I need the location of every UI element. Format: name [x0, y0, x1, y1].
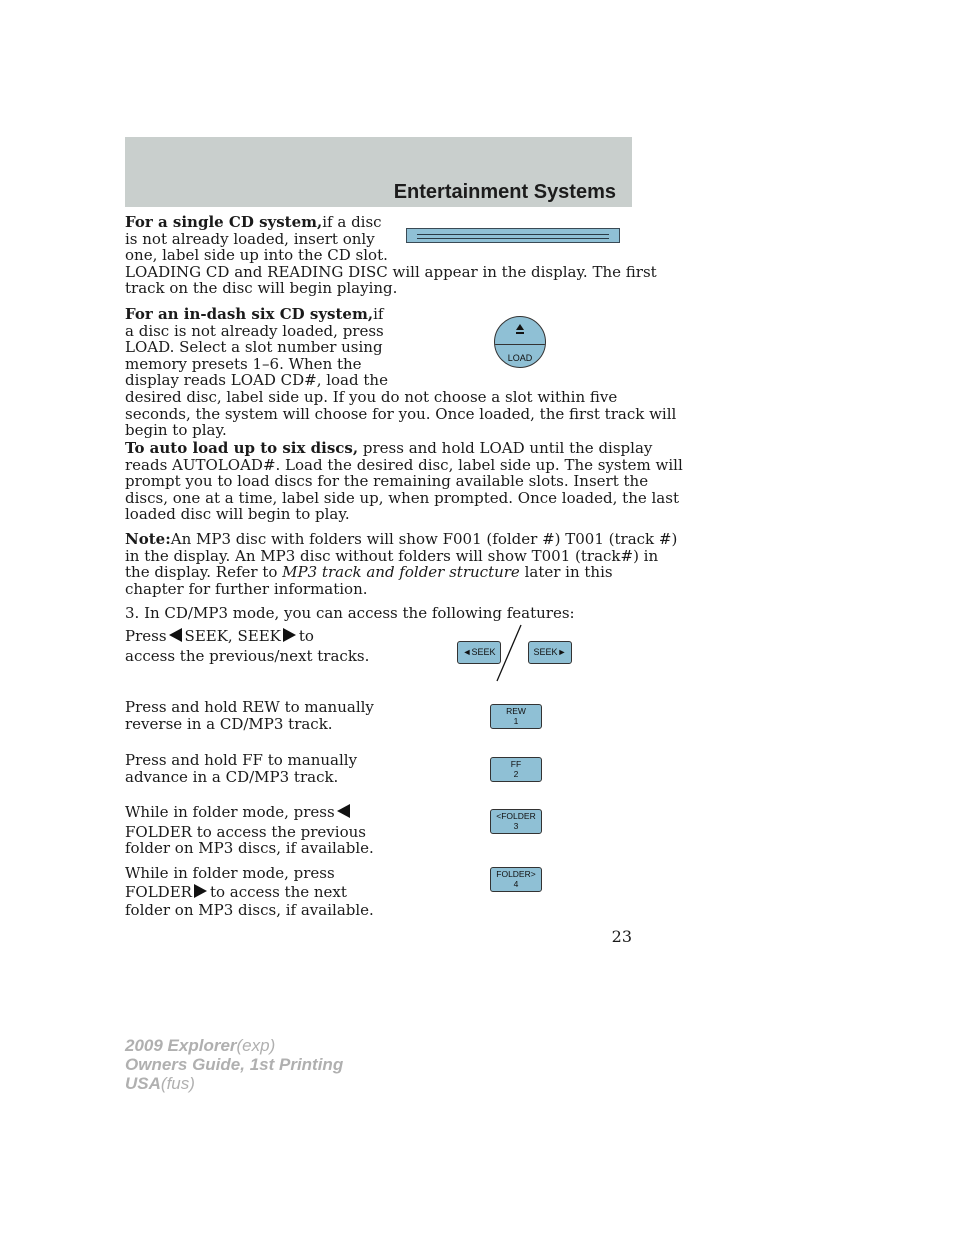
- ff-feature-text: Press and hold FF to manually advance in a CD/MP3 track.: [125, 751, 358, 786]
- section-title: Entertainment Systems: [393, 181, 616, 203]
- folder-next-feature-text: While in folder mode, press FOLDER to access the next folder on MP3 discs, if available.: [125, 864, 374, 920]
- note-label: Note:: [125, 530, 171, 548]
- six-cd-paragraph: For an in-dash six CD system,if a disc is not already loaded, press LOAD. Select a slot number using memory presets 1–6. When the display reads LOAD CD#, load the desired disc, label side up. If you do not choose a slot within five seconds, the system will choose for you. Once loaded, the first track will begin to play.: [125, 305, 677, 440]
- folder-prev-button-illustration: <FOLDER 3: [490, 809, 542, 834]
- seek-feature-text: Press SEEK, SEEK to access the previous/next tracks.: [125, 627, 370, 665]
- seek-back-arrow-icon: [169, 628, 182, 642]
- section-header: [125, 137, 632, 207]
- features-intro: 3. In CD/MP3 mode, you can access the following features:: [125, 604, 575, 622]
- ff-button-illustration: FF 2: [490, 757, 542, 782]
- load-label: LOAD: [507, 353, 533, 363]
- autoload-heading: To auto load up to six discs,: [125, 439, 359, 457]
- folder-next-arrow-icon: [194, 884, 207, 898]
- rew-button-illustration: REW 1: [490, 704, 542, 729]
- seek-forward-arrow-icon: [283, 628, 296, 642]
- page-number: 23: [611, 927, 632, 946]
- note-paragraph: Note:An MP3 disc with folders will show F001 (folder #) T001 (track #) in the display. An MP3 disc without folders will show T001 (track#) in the display. Refer to MP3 track and folder structure later in this chapter for further information.: [125, 530, 678, 598]
- autoload-paragraph: To auto load up to six discs, press and hold LOAD until the display reads AUTOLOAD#. Load the desired disc, label side up. The system will prompt you to load discs for the remaining available slots. Insert the discs, one at a time, label side up, when prompted. Once loaded, the last loaded disc will begin to play.: [125, 439, 683, 524]
- footer-line-3: USA(fus): [125, 1074, 195, 1093]
- six-cd-heading: For an in-dash six CD system,: [125, 305, 374, 323]
- seek-forward-button-illustration: SEEK►: [528, 641, 572, 664]
- rew-feature-text: Press and hold REW to manually reverse in a CD/MP3 track.: [125, 698, 374, 733]
- single-cd-heading: For a single CD system,: [125, 213, 323, 231]
- folder-prev-arrow-icon: [337, 804, 350, 818]
- seek-back-button-illustration: ◄SEEK: [457, 641, 501, 664]
- folder-prev-feature-text: While in folder mode, press FOLDER to access the previous folder on MP3 discs, if available.: [125, 803, 374, 858]
- mp3-structure-reference: MP3 track and folder structure: [282, 563, 520, 582]
- folder-next-button-illustration: FOLDER> 4: [490, 867, 542, 892]
- footer-line-1: 2009 Explorer(exp): [125, 1036, 276, 1055]
- footer-line-2: Owners Guide, 1st Printing: [125, 1055, 344, 1074]
- single-cd-paragraph: For a single CD system,if a disc is not already loaded, insert only one, label side up into the CD slot. LOADING CD and READING DISC will appear in the display. The first track on the disc will begin playing.: [125, 213, 657, 298]
- seek-divider-icon: [494, 623, 524, 683]
